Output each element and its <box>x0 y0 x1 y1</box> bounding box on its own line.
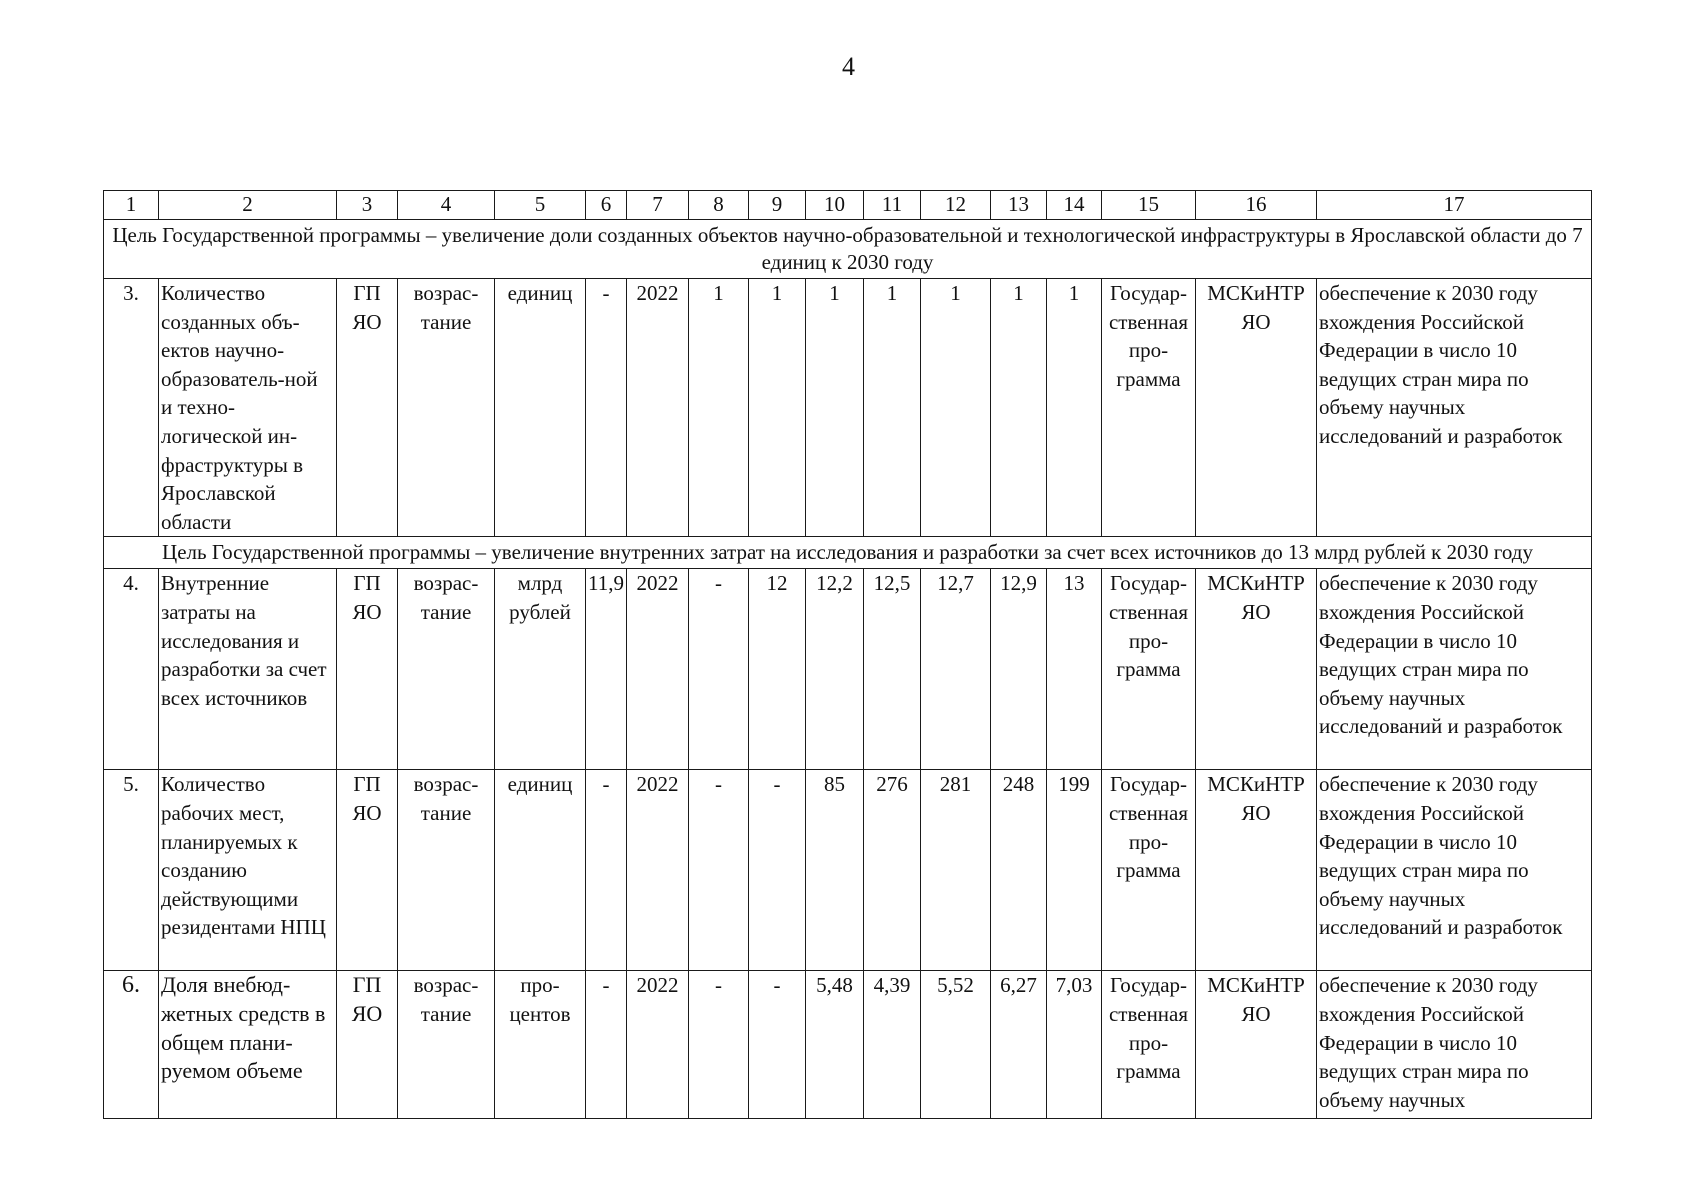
table-row <box>104 770 1592 971</box>
value-cell: - <box>749 971 806 1119</box>
base-year: 2022 <box>627 279 689 537</box>
value-cell: 1 <box>749 279 806 537</box>
national-goal-link: обеспечение к 2030 году вхождения Российской Федерации в число 10 ведущих стран мира по объему научных исследований и разработок <box>1317 770 1592 971</box>
value-cell: - <box>749 770 806 971</box>
column-header: 16 <box>1196 191 1317 220</box>
base-value: - <box>586 279 627 537</box>
goal-row <box>104 220 1592 279</box>
goal-row <box>104 537 1592 569</box>
value-cell: 1 <box>806 279 864 537</box>
column-header: 8 <box>689 191 749 220</box>
responsible: МСКиНТР ЯО <box>1196 770 1317 971</box>
column-header: 14 <box>1047 191 1102 220</box>
base-value: - <box>586 770 627 971</box>
value-cell: 85 <box>806 770 864 971</box>
value-cell: 4,39 <box>864 971 921 1119</box>
base-year: 2022 <box>627 971 689 1119</box>
table-row <box>104 971 1592 1119</box>
value-cell: 1 <box>864 279 921 537</box>
indicator-name: Внутренние затраты на исследования и разработки за счет всех источников <box>159 569 337 770</box>
column-header: 2 <box>159 191 337 220</box>
unit: единиц <box>495 279 586 537</box>
unit: про-центов <box>495 971 586 1119</box>
document: Государ-ственная про-грамма <box>1102 971 1196 1119</box>
responsible: МСКиНТР ЯО <box>1196 279 1317 537</box>
value-cell: 1 <box>991 279 1047 537</box>
document: Государ-ственная про-грамма <box>1102 770 1196 971</box>
value-cell: 12,7 <box>921 569 991 770</box>
column-header: 1 <box>104 191 159 220</box>
value-cell: 7,03 <box>1047 971 1102 1119</box>
responsible: МСКиНТР ЯО <box>1196 569 1317 770</box>
column-header: 12 <box>921 191 991 220</box>
value-cell: 6,27 <box>991 971 1047 1119</box>
value-cell: 281 <box>921 770 991 971</box>
value-cell: 199 <box>1047 770 1102 971</box>
level: ГП ЯО <box>337 770 398 971</box>
value-cell: - <box>689 569 749 770</box>
column-header: 6 <box>586 191 627 220</box>
column-header: 17 <box>1317 191 1592 220</box>
indicator-name: Доля внебюд-жетных средств в общем плани-руемом объеме <box>159 971 337 1119</box>
value-cell: - <box>689 971 749 1119</box>
column-header: 3 <box>337 191 398 220</box>
value-cell: - <box>689 770 749 971</box>
national-goal-link: обеспечение к 2030 году вхождения Российской Федерации в число 10 ведущих стран мира по объему научных <box>1317 971 1592 1119</box>
value-cell: 12,2 <box>806 569 864 770</box>
column-header: 9 <box>749 191 806 220</box>
base-year: 2022 <box>627 770 689 971</box>
value-cell: 248 <box>991 770 1047 971</box>
page-number: 4 <box>842 52 855 81</box>
national-goal-link: обеспечение к 2030 году вхождения Российской Федерации в число 10 ведущих стран мира по объему научных исследований и разработок <box>1317 569 1592 770</box>
value-cell: 12,9 <box>991 569 1047 770</box>
trend: возрас-тание <box>398 569 495 770</box>
unit: млрд рублей <box>495 569 586 770</box>
column-header: 15 <box>1102 191 1196 220</box>
indicator-name: Количество созданных объ-ектов научно-образователь-ной и техно-логической ин-фраструктуры в Ярославской области <box>159 279 337 537</box>
responsible: МСКиНТР ЯО <box>1196 971 1317 1119</box>
row-number: 4. <box>104 569 159 770</box>
level: ГП ЯО <box>337 569 398 770</box>
value-cell: 13 <box>1047 569 1102 770</box>
value-cell: 1 <box>1047 279 1102 537</box>
value-cell: 1 <box>689 279 749 537</box>
base-year: 2022 <box>627 569 689 770</box>
row-number: 3. <box>104 279 159 537</box>
value-cell: 276 <box>864 770 921 971</box>
column-header: 4 <box>398 191 495 220</box>
level: ГП ЯО <box>337 279 398 537</box>
table-row <box>104 279 1592 537</box>
column-header: 5 <box>495 191 586 220</box>
header-row <box>104 191 1592 220</box>
column-header: 13 <box>991 191 1047 220</box>
trend: возрас-тание <box>398 971 495 1119</box>
national-goal-link: обеспечение к 2030 году вхождения Российской Федерации в число 10 ведущих стран мира по объему научных исследований и разработок <box>1317 279 1592 537</box>
value-cell: 5,48 <box>806 971 864 1119</box>
base-value: - <box>586 971 627 1119</box>
column-header: 10 <box>806 191 864 220</box>
column-header: 7 <box>627 191 689 220</box>
document: Государ-ственная про-грамма <box>1102 279 1196 537</box>
value-cell: 12,5 <box>864 569 921 770</box>
base-value: 11,9 <box>586 569 627 770</box>
column-header: 11 <box>864 191 921 220</box>
trend: возрас-тание <box>398 279 495 537</box>
row-number: 5. <box>104 770 159 971</box>
value-cell: 12 <box>749 569 806 770</box>
value-cell: 1 <box>921 279 991 537</box>
row-number: 6. <box>104 971 159 1119</box>
table-row <box>104 569 1592 770</box>
indicator-name: Количество рабочих мест, планируемых к созданию действующими резидентами НПЦ <box>159 770 337 971</box>
level: ГП ЯО <box>337 971 398 1119</box>
indicators-table <box>103 190 1592 1119</box>
goal-text: Цель Государственной программы – увеличение внутренних затрат на исследования и разработки за счет всех источников до 13 млрд рублей к 2030 году <box>104 537 1592 569</box>
unit: единиц <box>495 770 586 971</box>
value-cell: 5,52 <box>921 971 991 1119</box>
document: Государ-ственная про-грамма <box>1102 569 1196 770</box>
trend: возрас-тание <box>398 770 495 971</box>
goal-text: Цель Государственной программы – увеличение доли созданных объектов научно-образовательной и технологической инфраструктуры в Ярославской области до 7 единиц к 2030 году <box>104 220 1592 279</box>
